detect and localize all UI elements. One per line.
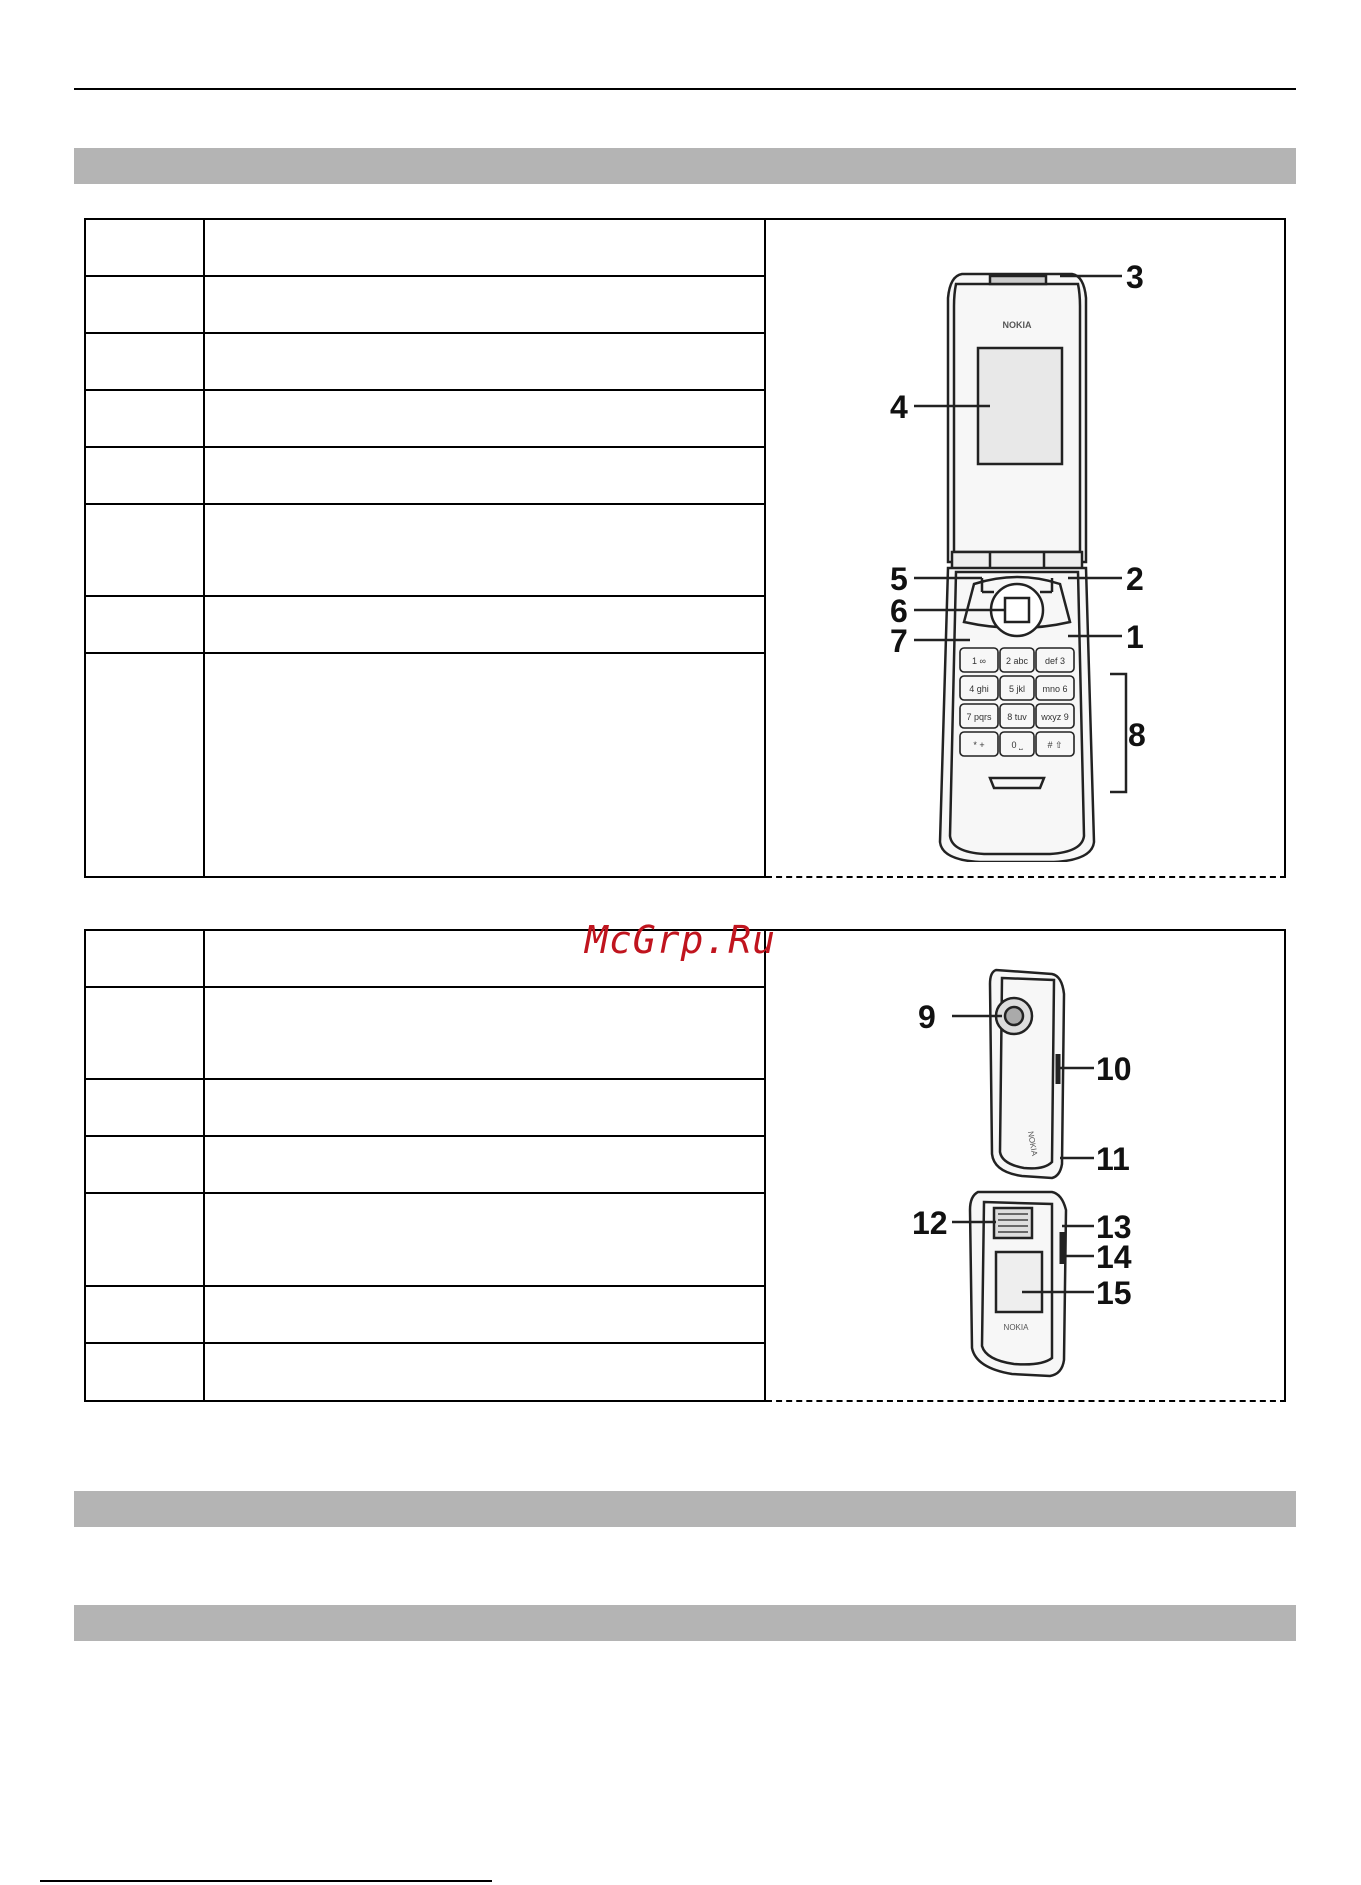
callout-15: 15 [1096, 1275, 1132, 1311]
key-label: 4 ghi [969, 684, 989, 694]
table-row-divider [84, 1135, 766, 1137]
table-row-divider [84, 503, 766, 505]
table-row-divider [84, 1285, 766, 1287]
key-label: 1 ∞ [972, 656, 986, 666]
phone-front-figure [890, 262, 1150, 862]
table-border [84, 876, 766, 878]
table-row-divider [84, 446, 766, 448]
table-row-divider [84, 1342, 766, 1344]
callout-7: 7 [890, 623, 908, 659]
brand-logo: NOKIA [1003, 1323, 1029, 1332]
callout-5: 5 [890, 561, 908, 597]
table-border [84, 929, 86, 1402]
table-row-divider [84, 1078, 766, 1080]
phone-back-figure [912, 964, 1142, 1384]
section-band-1 [74, 148, 1296, 184]
key-label: 5 jkl [1008, 684, 1026, 694]
header-rule [74, 88, 1296, 90]
key-label: 2 abc [1005, 656, 1029, 666]
key-label: # ⇧ [1047, 740, 1063, 750]
watermark: McGrp.Ru [584, 918, 777, 962]
table-row-divider [84, 595, 766, 597]
callout-1: 1 [1126, 619, 1144, 655]
key-label: 7 pqrs [966, 712, 992, 722]
figure-cell-dashed-border [766, 1400, 1286, 1402]
table-column-divider [764, 929, 766, 1402]
table-row-divider [84, 332, 766, 334]
table-row-divider [84, 389, 766, 391]
callout-2: 2 [1126, 561, 1144, 597]
callout-11: 11 [1096, 1141, 1130, 1177]
table-column-divider [203, 218, 205, 878]
footer-rule [40, 1880, 492, 1882]
table-border [84, 218, 1286, 220]
key-label: 0 ⎵ [1011, 740, 1023, 750]
section-band-2 [74, 1491, 1296, 1527]
table-column-divider [764, 218, 766, 878]
callout-4: 4 [890, 389, 908, 425]
callout-6: 6 [890, 593, 908, 629]
table-border [1284, 218, 1286, 878]
key-label: * + [973, 740, 985, 750]
section-band-3 [74, 1605, 1296, 1641]
callout-8: 8 [1128, 717, 1146, 753]
table-row-divider [84, 986, 766, 988]
figure-cell-dashed-border [766, 876, 1286, 878]
brand-logo: NOKIA [1002, 320, 1032, 330]
table-column-divider [203, 929, 205, 1402]
key-label: def 3 [1044, 656, 1066, 666]
callout-14: 14 [1096, 1239, 1132, 1275]
key-label: wxyz 9 [1041, 712, 1069, 722]
table-row-divider [84, 275, 766, 277]
key-label: mno 6 [1042, 684, 1068, 694]
table-row-divider [84, 1192, 766, 1194]
brand-logo: NOKIA [1025, 1130, 1040, 1157]
key-label: 8 tuv [1007, 712, 1027, 722]
callout-13: 13 [1096, 1209, 1132, 1245]
table-border [84, 1400, 766, 1402]
table-border [1284, 929, 1286, 1402]
table-border [84, 218, 86, 878]
callout-10: 10 [1096, 1051, 1132, 1087]
table-row-divider [84, 652, 766, 654]
callout-9: 9 [918, 999, 936, 1035]
callout-12: 12 [912, 1205, 948, 1241]
callout-3: 3 [1126, 262, 1144, 295]
